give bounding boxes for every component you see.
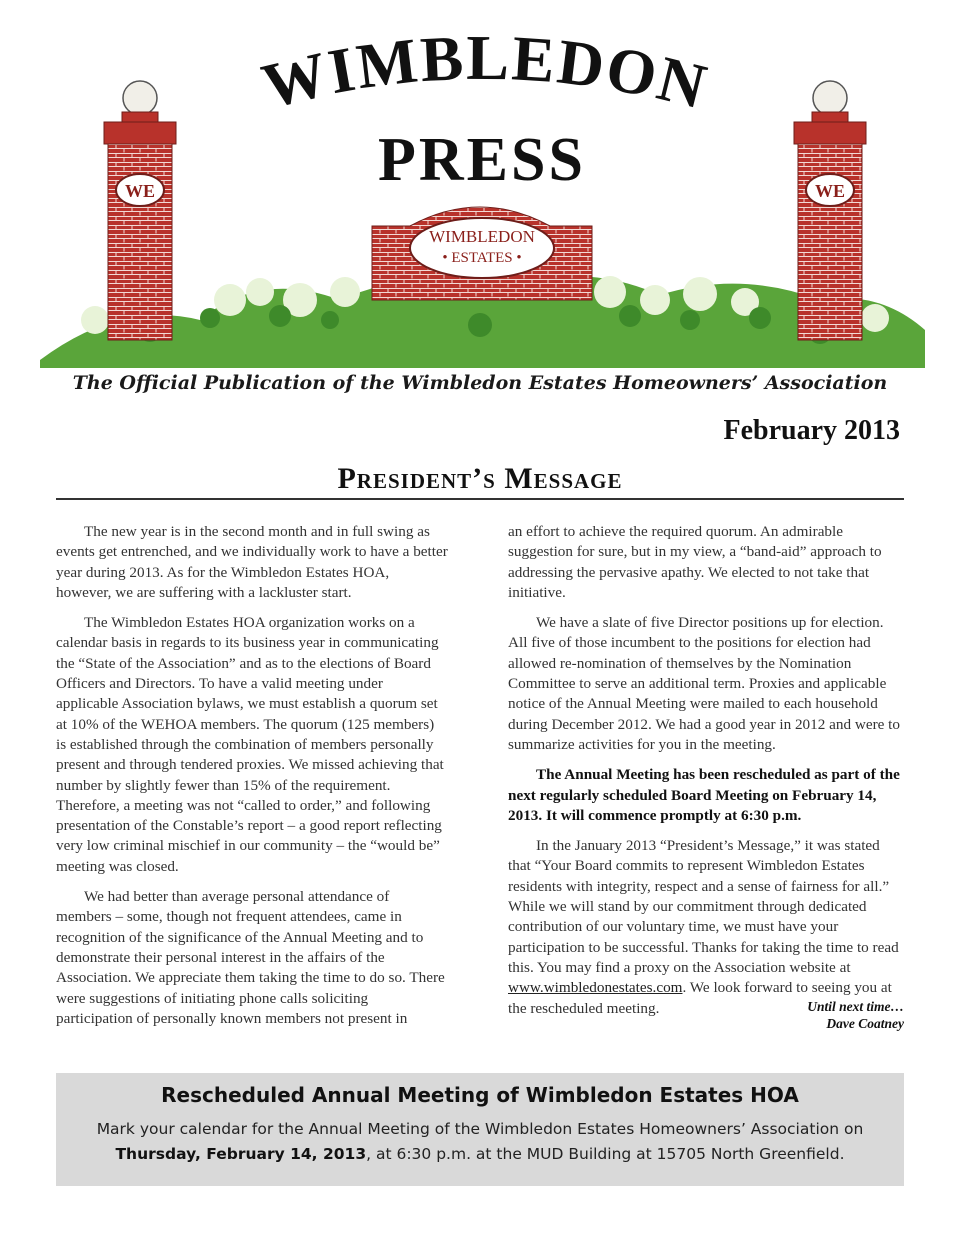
tagline: The Official Publication of the Wimbledon Estates Homeowners’ Association [72, 372, 888, 394]
article-paragraph: The Wimbledon Estates HOA organization works on a calendar basis in regards to its business year in communicating the “State of the Association” and as to the elections of Board Officers and Directors. To have a valid meeting under applicable Association bylaws, we must establish a quorum set at 10% of the WEHOA members. The quorum (125 members) is established through the combination of members personally present and through tendered proxies. We missed achieving that number by slightly fewer than 15% of the requirement. Therefore, a meeting was not “called to order,” and following presentation of the Constable’s report – a good report reflecting very low criminal mischief in our community – the “would be” meeting was closed. [56, 614, 444, 875]
article-paragraph: We have a slate of five Director positions up for election. All five of those incumbent to the positions for election had allowed re-nomination of themselves by the Nomination Committee to serve an additional term. Proxies and applicable notice of the Annual Meeting were mailed to each household during December 2012. We had a good year in 2012 and were to summarize activities for you in the meeting. [508, 614, 900, 753]
notice-line: Mark your calendar for the Annual Meeting of the Wimbledon Estates Homeowners’ Association on [96, 1120, 864, 1138]
notice-title: Rescheduled Annual Meeting of Wimbledon Estates HOA [161, 1083, 799, 1107]
article-paragraph: The new year is in the second month and in full swing as events get entrenched, and we individually work to have a better year during 2013. As for the Wimbledon Estates HOA, however, we are suffering with a lackluster start. [56, 523, 448, 601]
estate-sign-icon [372, 207, 592, 300]
masthead-title-arch: WIMBLEDON [255, 21, 715, 123]
paragraph-text: In the January 2013 “President’s Message,” it was stated that “Your Board commits to represent Wimbledon Estates residents with integrity, respect and a sense of fairness for all.” While we will stand by our commitment through dedicated contribution of our voluntary time, we must have your participation to be successful. Thanks for taking the time to read this. You may find a proxy on the Association website at [508, 837, 899, 976]
masthead-illustration [0, 0, 960, 410]
issue-date: February 2013 [723, 415, 900, 446]
notice-text [56, 1117, 904, 1167]
section-divider [56, 498, 904, 500]
article-paragraph: We had better than average personal attendance of members – some, though not frequent attendees, came in recognition of the significance of the Annual Meeting and to demonstrate their personal interest in the affairs of the Association. We appreciate them taking the time to do so. There were suggestions of initiating phone calls soliciting participation of personally known members not present in [56, 888, 445, 1027]
right-pillar-icon [794, 81, 866, 340]
svg-text:WE: WE [814, 181, 846, 201]
meeting-notice-box [56, 1073, 904, 1186]
website-link[interactable]: www.wimbledonestates.com [508, 979, 683, 997]
signoff-line: Until next time… [807, 999, 904, 1014]
masthead-title-press: PRESS [378, 126, 586, 194]
svg-text:WIMBLEDON: WIMBLEDON [429, 227, 535, 246]
author-name: Dave Coatney [826, 1016, 904, 1031]
paragraph-text: . We look forward to seeing you at the rescheduled meeting. [508, 979, 892, 1017]
svg-text:• ESTATES •: • ESTATES • [442, 250, 522, 266]
left-pillar-icon [104, 81, 176, 340]
signoff [807, 998, 904, 1032]
notice-line: , at 6:30 p.m. at the MUD Building at 15705 North Greenfield. [366, 1145, 845, 1163]
notice-date: Thursday, February 14, 2013 [115, 1145, 367, 1163]
meeting-announcement: The Annual Meeting has been rescheduled as part of the next regularly scheduled Board Meeting on February 14, 2013. It will commence promptly at 6:30 p.m. [508, 766, 900, 824]
article-left-column [56, 522, 448, 1039]
article-paragraph [508, 836, 904, 1019]
section-title: President’s Message [337, 462, 623, 495]
svg-text:WE: WE [124, 181, 156, 201]
article-paragraph: an effort to achieve the required quorum. An admirable suggestion for sure, but in my view, a “band-aid” approach to addressing the pervasive apathy. We elected to not take that initiative. [508, 523, 882, 601]
article-right-column [508, 522, 904, 1029]
